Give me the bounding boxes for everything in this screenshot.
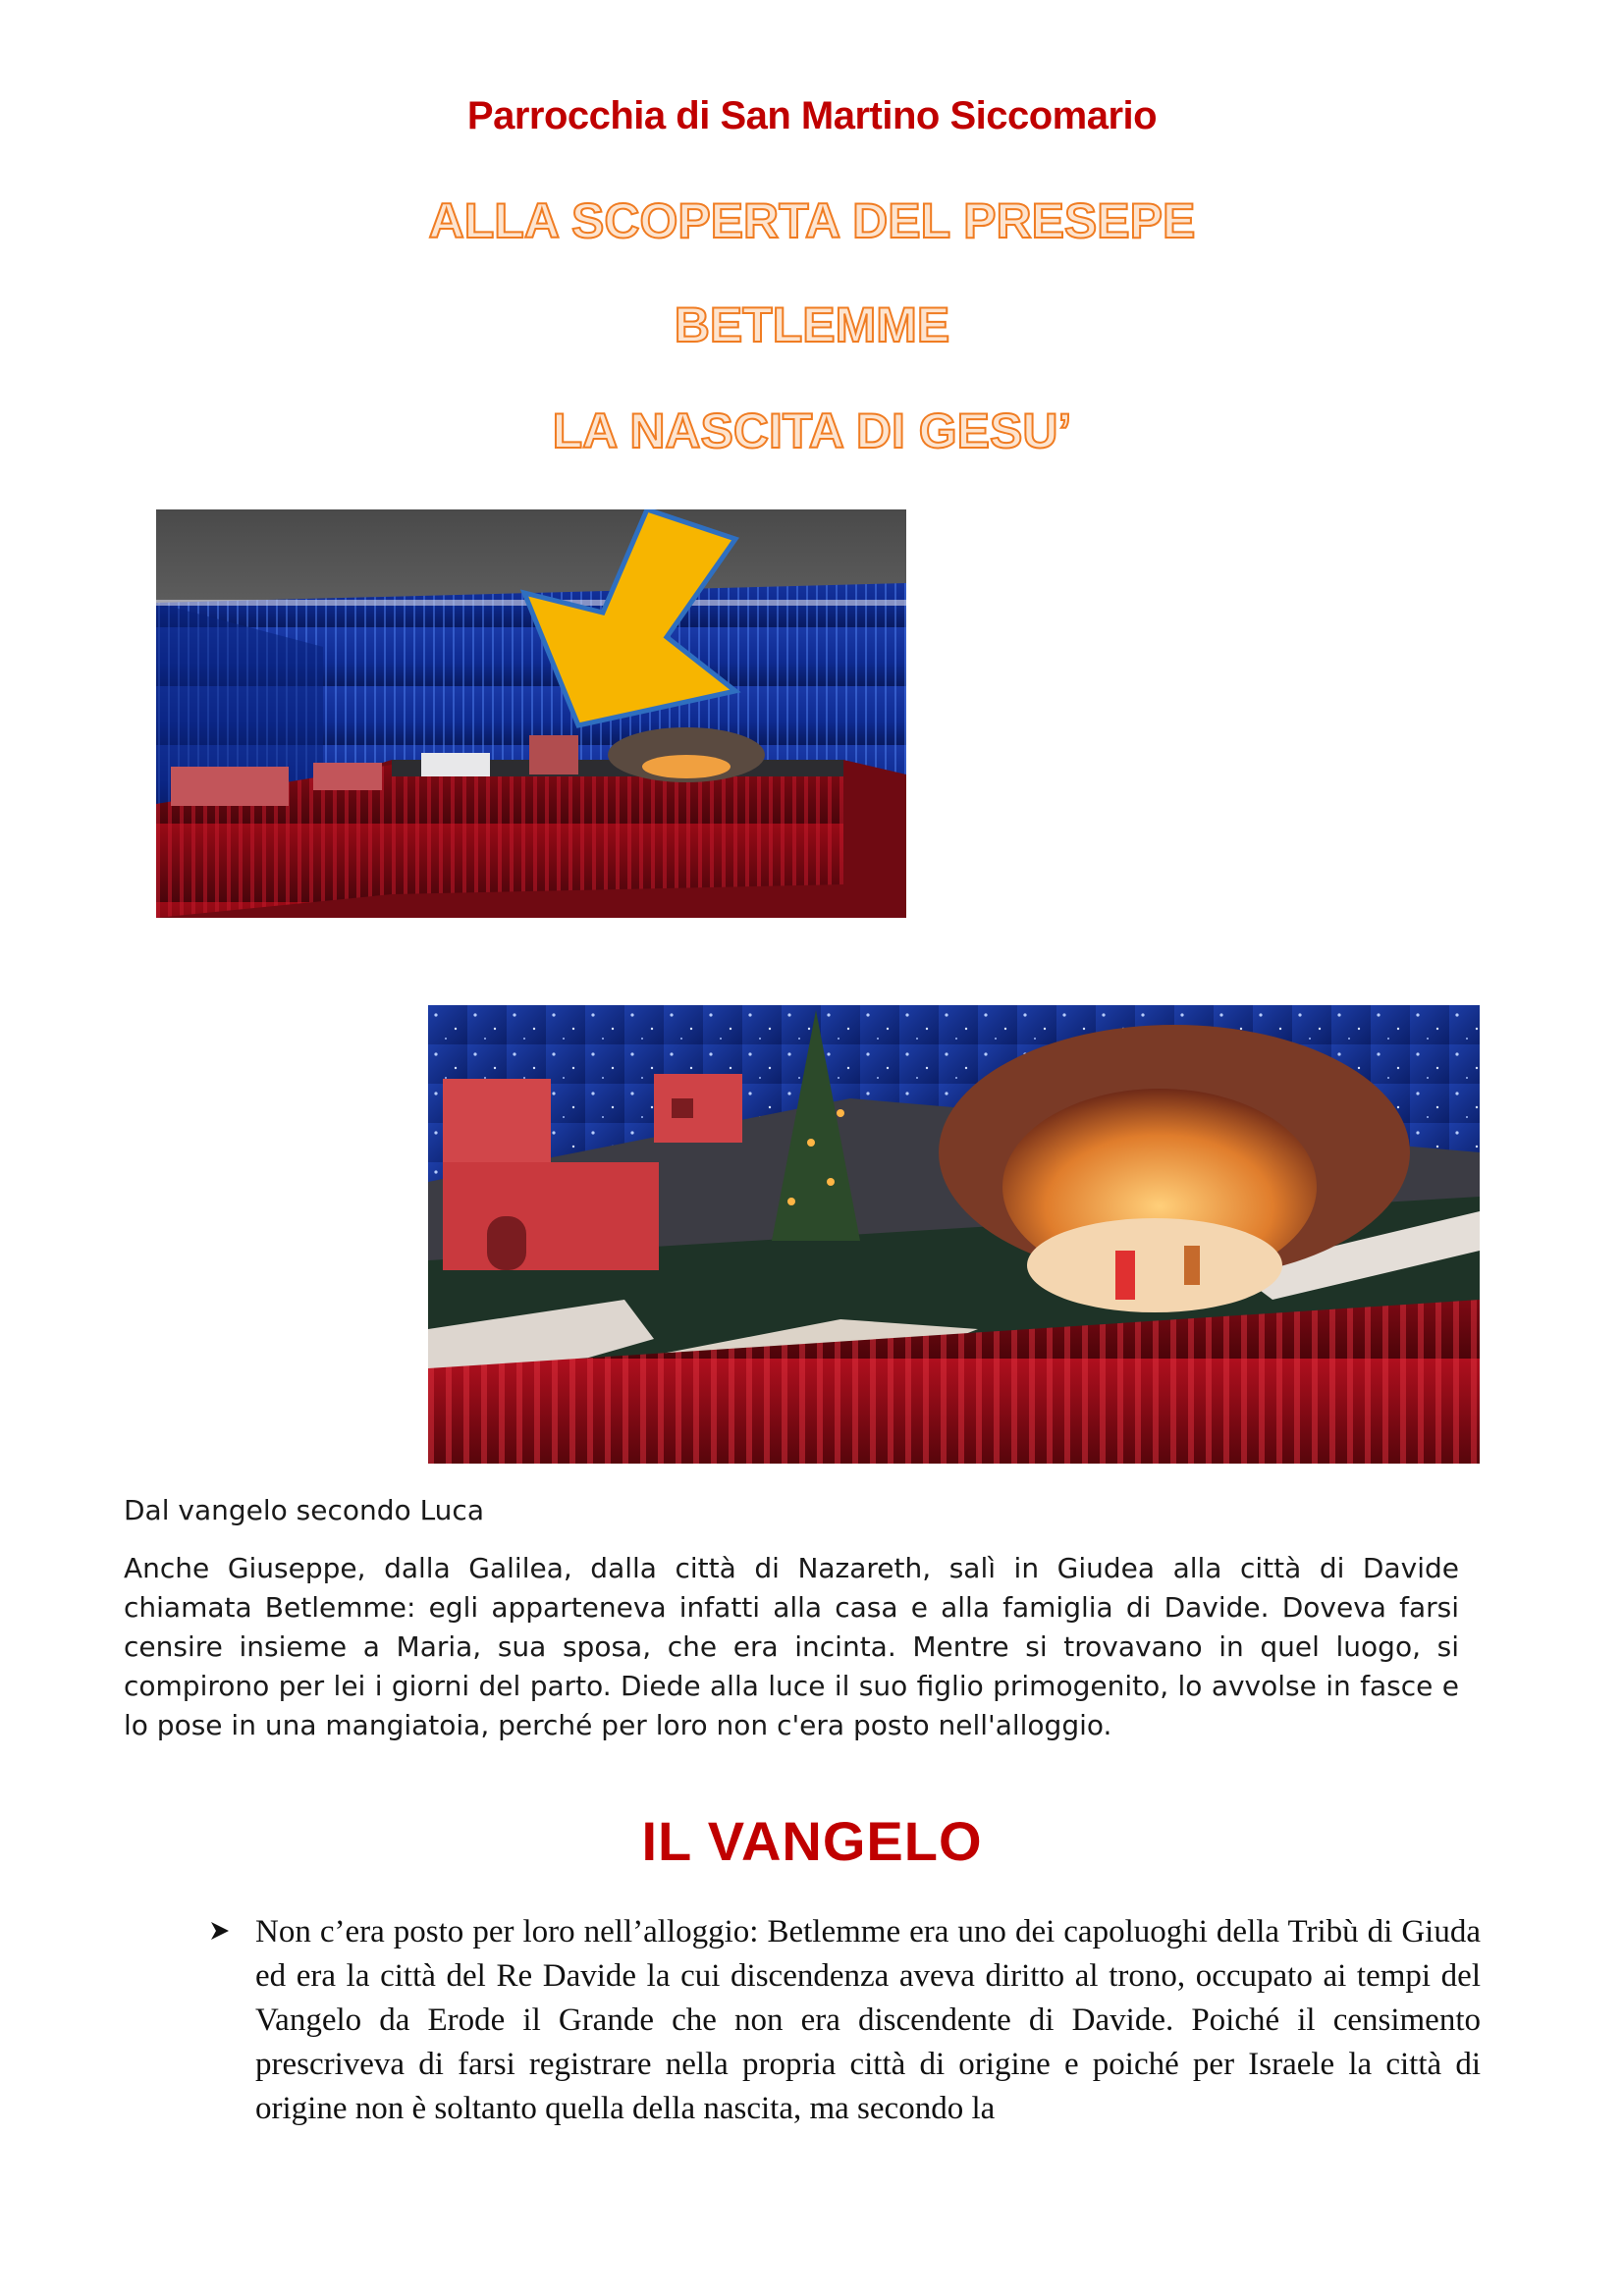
title-line-1: ALLA SCOPERTA DEL PRESEPE <box>428 193 1196 248</box>
bullet-list-item <box>201 1910 1481 2131</box>
gospel-source: Dal vangelo secondo Luca <box>124 1494 484 1526</box>
parish-name: Parrocchia di San Martino Siccomario <box>466 94 1158 137</box>
title-line-2: BETLEMME <box>674 297 950 352</box>
bullet-text: Non c’era posto per loro nell’alloggio: Betlemme era uno dei capoluoghi della Tribù di Giuda ed era la città del Re Davide la cui discendenza aveva diritto al trono, occupato ai tempi del Vangelo da Erode il Grande che non era discendente di Davide. Poiché il censimento prescriveva di farsi registrare nella propria città di origine e poiché per Israele la città di origine non è soltanto quella della nascita, ma secondo la <box>255 1914 1481 2126</box>
title-line-3: LA NASCITA DI GESU’ <box>552 403 1072 458</box>
nativity-overview-photo <box>156 509 906 918</box>
nativity-grotto-photo <box>428 1005 1480 1464</box>
section-heading: IL VANGELO <box>641 1810 983 1872</box>
arrowhead-bullet-icon <box>209 1920 231 1942</box>
gospel-passage: Anche Giuseppe, dalla Galilea, dalla città di Nazareth, salì in Giudea alla città di Davide chiamata Betlemme: egli apparteneva infatti alla casa e alla famiglia di Davide. Doveva farsi censire insieme a Maria, sua sposa, che era incinta. Mentre si trovavano in quel luogo, si compirono per lei i giorni del parto. Diede alla luce il suo figlio primogenito, lo avvolse in fasce e lo pose in una mangiatoia, perché per loro non c'era posto nell'alloggio. <box>124 1552 1459 1741</box>
